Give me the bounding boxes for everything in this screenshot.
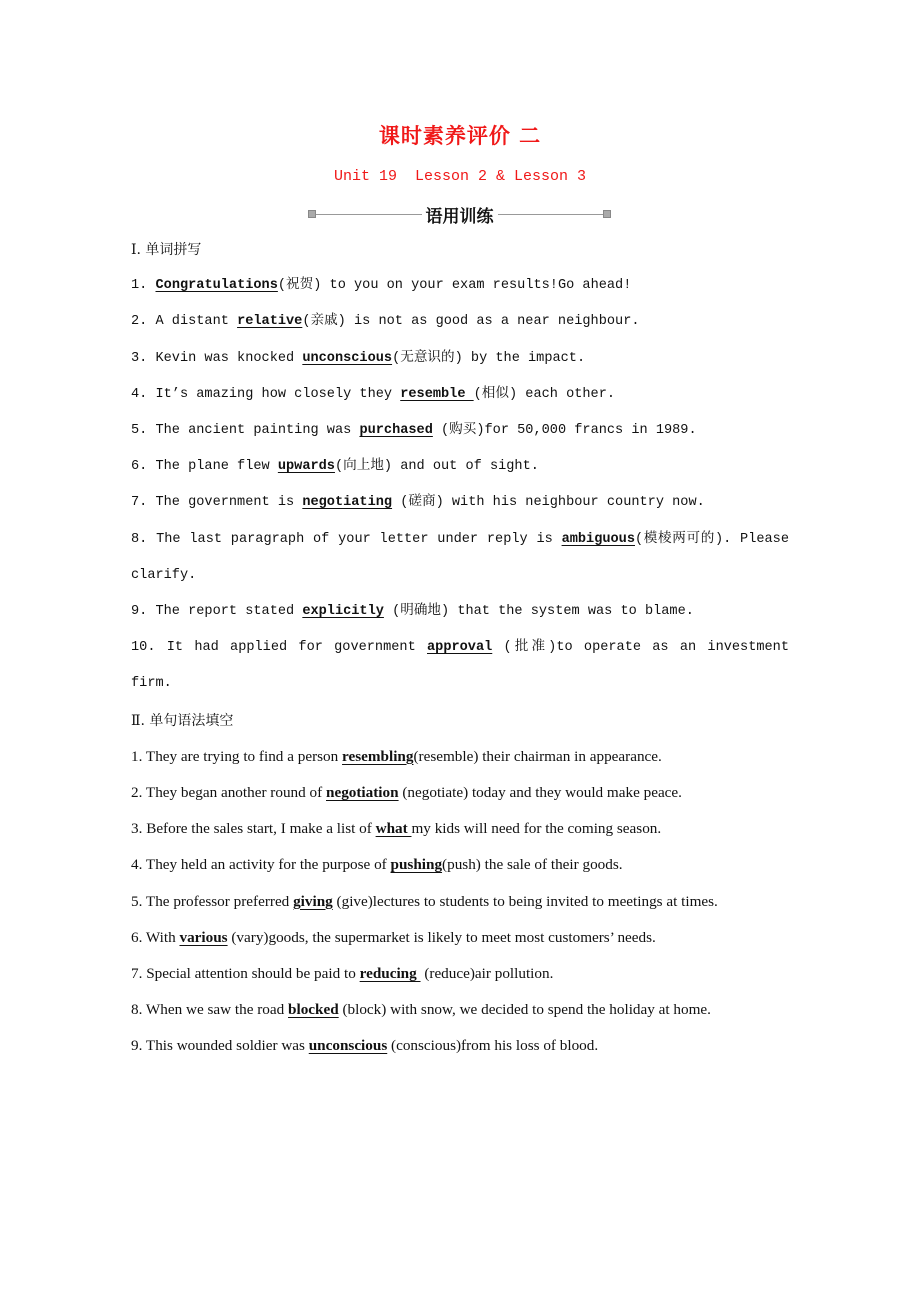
exercise-item [131, 630, 789, 702]
item-number: 6. [131, 928, 143, 946]
exercise-item [131, 377, 789, 413]
item-text: (push) the sale of their goods. [442, 856, 623, 874]
exercise-item [131, 413, 789, 449]
answer-word: resembling [342, 747, 414, 765]
item-text: They are trying to find a person [142, 747, 343, 765]
exercise-item [131, 992, 789, 1028]
answer-word: ambiguous [561, 531, 635, 547]
item-text: With [142, 928, 180, 946]
answer-word: unconscious [308, 1037, 388, 1055]
exercise-item [131, 847, 789, 883]
item-text: It’s amazing how closely they [147, 386, 401, 402]
item-text: (resemble) their chairman in appearance. [413, 747, 662, 765]
item-number: 5. [131, 423, 148, 439]
item-number: 7. [131, 495, 148, 511]
item-number: 9. [131, 1037, 143, 1055]
item-number: 5. [131, 892, 143, 910]
item-number: 3. [131, 350, 148, 366]
exercise-item [131, 485, 789, 521]
item-text: This wounded soldier was [142, 1037, 309, 1055]
answer-word: what [375, 820, 412, 838]
answer-word: upwards [277, 459, 335, 475]
page-title: 课时素养评价 二 [378, 124, 542, 148]
answer-word: unconscious [302, 350, 393, 366]
item-text: The professor preferred [142, 892, 294, 910]
answer-word: blocked [288, 1001, 339, 1019]
banner-label: 语用训练 [425, 206, 494, 227]
answer-word: purchased [359, 423, 433, 439]
item-number: 1. [131, 278, 148, 294]
item-text: (向上地) and out of sight. [334, 459, 539, 475]
item-text: (相似) each other. [473, 386, 616, 402]
item-text: They began another round of [142, 784, 326, 802]
exercise-item [131, 594, 789, 630]
answer-word: negotiating [302, 495, 393, 511]
item-text: When we saw the road [142, 1001, 289, 1019]
banner-ornament-left [308, 210, 316, 218]
item-text: It had applied for government [155, 640, 427, 656]
item-text: The ancient painting was [147, 423, 360, 439]
item-text: (give)lectures to students to being invited to meetings at times. [332, 892, 718, 910]
exercise-item [131, 884, 789, 920]
item-text: (block) with snow, we decided to spend the holiday at home. [338, 1001, 711, 1019]
exercise-item [131, 449, 789, 485]
answer-word: resemble [400, 386, 474, 402]
item-text: Kevin was knocked [147, 350, 303, 366]
item-text: (vary)goods, the supermarket is likely to meet most customers’ needs. [227, 928, 656, 946]
exercise-item [131, 956, 789, 992]
answer-word: negotiation [326, 784, 399, 802]
banner-divider-right [498, 214, 604, 215]
answer-word: explicitly [302, 604, 384, 620]
item-text: (reduce)air pollution. [420, 965, 554, 983]
item-text: Before the sales start, I make a list of [142, 820, 376, 838]
item-number: 2. [131, 784, 143, 802]
item-text: The report stated [147, 604, 303, 620]
answer-word: various [179, 928, 228, 946]
exercise-item [131, 522, 789, 594]
exercise-item [131, 268, 789, 304]
exercise-item [131, 1028, 789, 1064]
item-text: (亲戚) is not as good as a near neighbour. [302, 314, 640, 330]
exercise-item [131, 775, 789, 811]
item-text: They held an activity for the purpose of [142, 856, 391, 874]
item-number: 4. [131, 856, 143, 874]
lesson-subtitle: Unit 19 Lesson 2 & Lesson 3 [333, 168, 587, 185]
item-number: 2. [131, 314, 148, 330]
item-text: (negotiate) today and they would make peace. [398, 784, 682, 802]
item-text: (conscious)from his loss of blood. [387, 1037, 599, 1055]
item-number: 10. [131, 640, 156, 656]
answer-word: giving [293, 892, 333, 910]
item-text: Special attention should be paid to [142, 965, 360, 983]
item-text: (磋商) with his neighbour country now. [392, 495, 705, 511]
item-text: (模棱两可的). Please clarify. [131, 531, 789, 583]
exercise-item [131, 341, 789, 377]
item-text: (批准)to operate as an investment firm. [131, 640, 790, 692]
answer-word: reducing [359, 965, 421, 983]
exercise-item [131, 811, 789, 847]
item-text: (无意识的) by the impact. [392, 350, 586, 366]
item-text: (明确地) that the system was to blame. [383, 604, 694, 620]
item-number: 6. [131, 459, 148, 475]
item-text: The government is [147, 495, 303, 511]
item-text [147, 278, 155, 293]
item-number: 4. [131, 386, 148, 402]
item-text: A distant [147, 314, 238, 330]
answer-word: Congratulations [155, 278, 278, 294]
answer-word: relative [237, 314, 303, 330]
section-banner [308, 202, 611, 226]
item-number: 7. [131, 965, 143, 983]
section-heading: Ⅱ. 单句语法填空 [131, 712, 234, 729]
item-number: 8. [131, 1001, 143, 1019]
answer-word: pushing [390, 856, 443, 874]
banner-divider-left [316, 214, 422, 215]
item-text: my kids will need for the coming season. [411, 820, 662, 838]
banner-ornament-right [603, 210, 611, 218]
item-number: 1. [131, 747, 143, 765]
item-text: The plane flew [147, 459, 278, 475]
item-number: 8. [131, 531, 148, 547]
section-heading: Ⅰ. 单词拼写 [131, 242, 202, 258]
exercise-item [131, 304, 789, 340]
item-text: (购买)for 50,000 francs in 1989. [432, 423, 697, 439]
answer-word: approval [427, 640, 493, 656]
item-text: (祝贺) to you on your exam results!Go ahead! [277, 278, 632, 294]
exercise-item [131, 739, 789, 775]
item-number: 9. [131, 604, 148, 620]
exercise-content [131, 232, 789, 1065]
item-text: The last paragraph of your letter under reply is [147, 531, 562, 547]
item-number: 3. [131, 820, 143, 838]
exercise-item [131, 920, 789, 956]
